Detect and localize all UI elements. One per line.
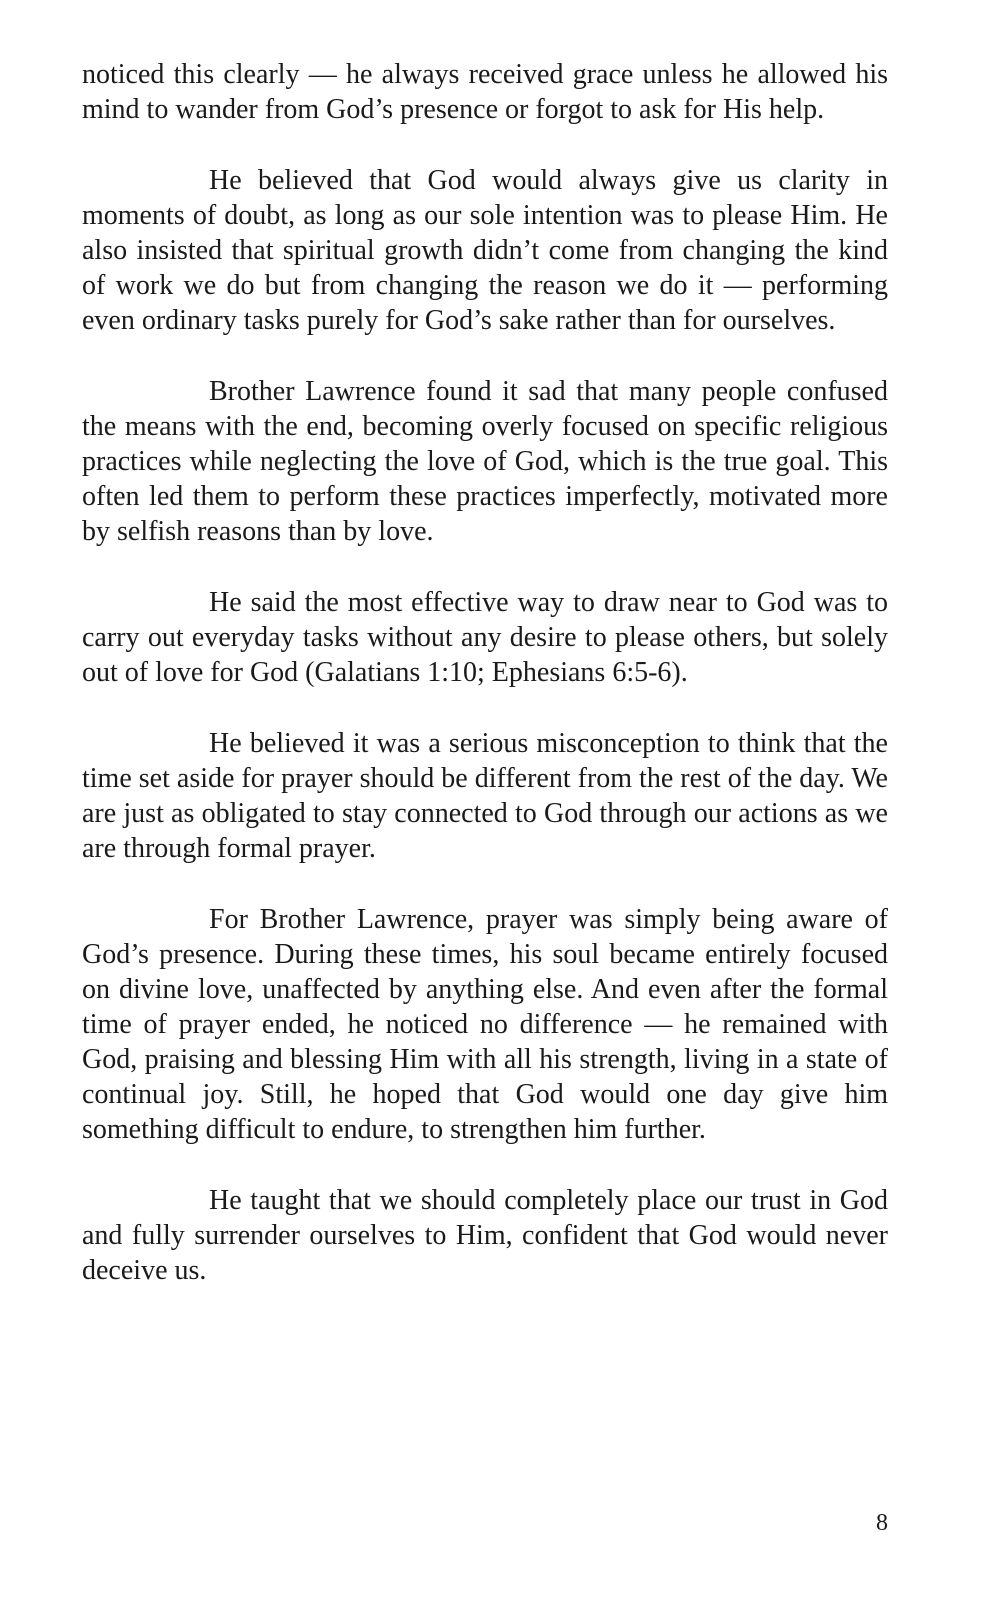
paragraph-prayer-awareness: For Brother Lawrence, prayer was simply being aware of God’s presence. During these times, his soul became entirely focused on divine love, unaffected by anything else. And even after the formal time of prayer ended, he noticed no difference — he remained with God, praising and blessing Him with all his strength, living in a state of continual joy. Still, he hoped that God would one day give him something difficult to endure, to strengthen him further.	[82, 904, 888, 1145]
paragraph-effective-way: He said the most effective way to draw near to God was to carry out everyday tasks without any desire to please others, but solely out of love for God (Galatians 1:10; Ephesians 6:5-6).	[82, 587, 888, 688]
body-text	[82, 57, 888, 1324]
paragraph-means-and-end: Brother Lawrence found it sad that many people confused the means with the end, becoming overly focused on specific religious practices while neglecting the love of God, which is the true goal. This often led them to perform these practices imperfectly, motivated more by selfish reasons than by love.	[82, 376, 888, 547]
paragraph-prayer-time: He believed it was a serious misconception to think that the time set aside for prayer should be different from the rest of the day. We are just as obligated to stay connected to God through our actions as we are through formal prayer.	[82, 728, 888, 864]
page-number: 8	[876, 1510, 888, 1536]
paragraph-continuation: noticed this clearly — he always received grace unless he allowed his mind to wander from God’s presence or forgot to ask for His help.	[82, 59, 888, 125]
paragraph-clarity: He believed that God would always give us clarity in moments of doubt, as long as our sole intention was to please Him. He also insisted that spiritual growth didn’t come from changing the kind of work we do but from changing the reason we do it — performing even ordinary tasks purely for God’s sake rather than for ourselves.	[82, 165, 888, 336]
paragraph-trust: He taught that we should completely place our trust in God and fully surrender ourselves to Him, confident that God would never deceive us.	[82, 1185, 888, 1286]
